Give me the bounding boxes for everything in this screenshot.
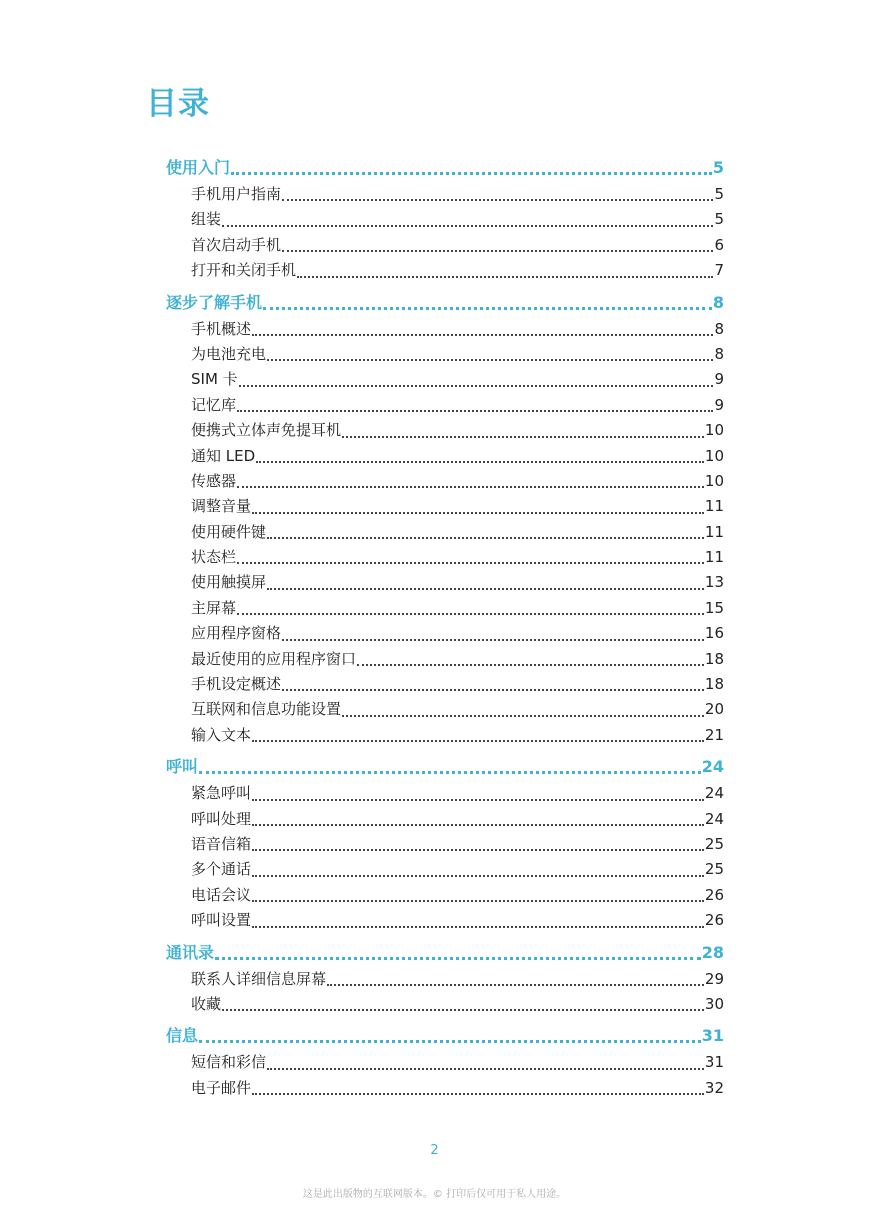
toc-section-entry[interactable] [166,1022,724,1050]
toc-entry[interactable] [166,992,724,1017]
toc-entry-page: 30 [704,994,724,1013]
toc-entry-label: 手机用户指南 [191,185,282,203]
toc-entry[interactable] [166,367,724,392]
toc-entry-page: 5 [714,210,724,229]
toc-entry-label: 手机设定概述 [191,675,282,694]
toc-entry-label: 便携式立体声免提耳机 [191,421,342,440]
toc-entry-label: 应用程序窗格 [191,624,282,643]
toc-entry-page: 18 [704,675,724,694]
toc-entry-page: 5 [714,185,724,203]
page-title: 目录 [146,86,210,122]
toc-entry-page: 26 [704,885,724,904]
toc-entry[interactable] [166,1050,724,1075]
dot-leader [282,250,713,252]
toc-entry-label: 收藏 [191,994,222,1013]
toc-section-page: 28 [701,942,724,962]
toc-entry-page: 31 [704,1053,724,1072]
toc-entry-page: 13 [704,573,724,592]
toc-entry[interactable] [166,182,724,207]
toc-entry[interactable] [166,883,724,908]
dot-leader [252,875,704,877]
toc-entry-label: 使用触摸屏 [191,573,267,592]
toc-entry[interactable] [166,207,724,232]
dot-leader [342,715,704,717]
toc-entry-label: 多个通话 [191,860,252,879]
dot-leader [199,1040,701,1043]
toc-entry-page: 32 [704,1078,724,1097]
toc-entry[interactable] [166,520,724,545]
dot-leader [222,225,713,227]
dot-leader [267,588,704,590]
toc-entry[interactable] [166,258,724,283]
toc-entry-label: 联系人详细信息屏幕 [191,969,327,988]
dot-leader [267,359,713,361]
page-number: 2 [430,1143,439,1158]
toc-entry-page: 25 [704,860,724,879]
toc-entry-label: 状态栏 [191,548,237,567]
toc-entry-label: 电话会议 [191,885,252,904]
toc-section-label: 使用入门 [166,158,231,177]
toc-entry-page: 8 [714,344,724,363]
toc-entry-label: 记忆库 [191,395,237,414]
dot-leader [252,900,704,902]
toc-entry[interactable] [166,342,724,367]
toc-entry-page: 10 [704,446,724,465]
toc-entry-label: SIM 卡 [191,370,238,389]
toc-entry-page: 10 [704,421,724,440]
dot-leader [252,740,704,742]
footer-note: 这是此出版物的互联网版本。© 打印后仅可用于私人用途。 [302,1189,567,1200]
toc-section-entry[interactable] [166,154,724,182]
dot-leader [342,436,704,438]
dot-leader [237,486,704,488]
toc-entry[interactable] [166,570,724,595]
toc-entry-label: 首次启动手机 [191,235,282,254]
toc-entry-page: 9 [714,370,724,389]
toc-entry[interactable] [166,469,724,494]
dot-leader [237,410,713,412]
toc-entry-page: 11 [704,522,724,541]
toc-entry[interactable] [166,672,724,697]
toc-entry[interactable] [166,596,724,621]
toc-entry-label: 最近使用的应用程序窗口 [191,649,357,668]
toc-entry-label: 互联网和信息功能设置 [191,700,342,719]
toc-entry[interactable] [166,621,724,646]
toc-section-entry[interactable] [166,939,724,967]
toc-section-page: 31 [701,1026,724,1046]
toc-section-entry[interactable] [166,289,724,317]
dot-leader [215,957,701,960]
toc-entry-page: 10 [704,471,724,490]
toc-entry-label: 呼叫设置 [191,911,252,930]
toc-section-entry[interactable] [166,753,724,781]
toc-entry-label: 传感器 [191,471,237,490]
toc-entry[interactable] [166,647,724,672]
toc-entry-page: 25 [704,834,724,853]
toc-entry[interactable] [166,494,724,519]
toc-entry-label: 手机概述 [191,319,252,338]
toc-section-label: 信息 [166,1026,199,1046]
toc-entry-label: 主屏幕 [191,598,237,617]
dot-leader [267,1068,704,1070]
table-of-contents [166,154,724,1101]
toc-entry-label: 为电池充电 [191,344,267,363]
toc-entry-label: 紧急呼叫 [191,784,252,803]
dot-leader [199,771,701,774]
dot-leader [252,334,713,336]
toc-entry-page: 26 [704,911,724,930]
dot-leader [252,512,704,514]
toc-section-page: 8 [712,292,724,312]
dot-leader [252,849,704,851]
toc-section-page: 5 [712,158,724,177]
toc-entry-page: 24 [704,809,724,828]
dot-leader [239,385,714,387]
dot-leader [252,799,704,801]
toc-entry-page: 7 [714,261,724,280]
dot-leader [297,276,713,278]
toc-entry-label: 通知 LED [191,446,256,465]
toc-entry[interactable] [166,418,724,443]
dot-leader [256,461,704,463]
toc-section-label: 呼叫 [166,757,199,777]
toc-entry-label: 电子邮件 [191,1078,252,1097]
toc-entry-label: 打开和关闭手机 [191,261,297,280]
toc-entry[interactable] [166,1076,724,1101]
dot-leader [231,172,712,175]
toc-entry-page: 11 [704,548,724,567]
toc-entry-label: 组装 [191,210,222,229]
dot-leader [237,613,704,615]
toc-entry-page: 6 [714,235,724,254]
dot-leader [222,1009,704,1011]
dot-leader [282,639,704,641]
toc-entry[interactable] [166,723,724,748]
dot-leader [327,984,704,986]
toc-entry-label: 短信和彩信 [191,1053,267,1072]
toc-entry-page: 21 [704,725,724,744]
toc-entry-page: 29 [704,969,724,988]
toc-entry[interactable] [166,444,724,469]
toc-entry[interactable] [166,697,724,722]
toc-entry-label: 呼叫处理 [191,809,252,828]
toc-entry-page: 11 [704,497,724,516]
toc-entry[interactable] [166,545,724,570]
toc-entry-page: 8 [714,319,724,338]
dot-leader [282,199,713,201]
toc-entry-page: 18 [704,649,724,668]
dot-leader [263,307,712,310]
toc-entry-label: 调整音量 [191,497,252,516]
toc-entry-page: 20 [704,700,724,719]
toc-section-label: 通讯录 [166,942,215,962]
toc-entry-page: 24 [704,784,724,803]
toc-entry[interactable] [166,807,724,832]
toc-entry[interactable] [166,857,724,882]
dot-leader [282,689,704,691]
toc-entry[interactable] [166,317,724,342]
toc-section-page: 24 [701,757,724,777]
toc-section-label: 逐步了解手机 [166,292,263,312]
dot-leader [237,562,704,564]
toc-entry[interactable] [166,967,724,992]
dot-leader [267,537,704,539]
toc-entry-page: 9 [714,395,724,414]
dot-leader [252,824,704,826]
toc-entry[interactable] [166,832,724,857]
dot-leader [252,1093,704,1095]
dot-leader [252,926,704,928]
toc-entry[interactable] [166,233,724,258]
toc-entry-label: 使用硬件键 [191,522,267,541]
toc-entry[interactable] [166,908,724,933]
toc-entry-label: 输入文本 [191,725,252,744]
toc-entry-page: 16 [704,624,724,643]
dot-leader [357,664,704,666]
toc-entry[interactable] [166,393,724,418]
toc-entry-label: 语音信箱 [191,834,252,853]
toc-entry-page: 15 [704,598,724,617]
toc-entry[interactable] [166,781,724,806]
